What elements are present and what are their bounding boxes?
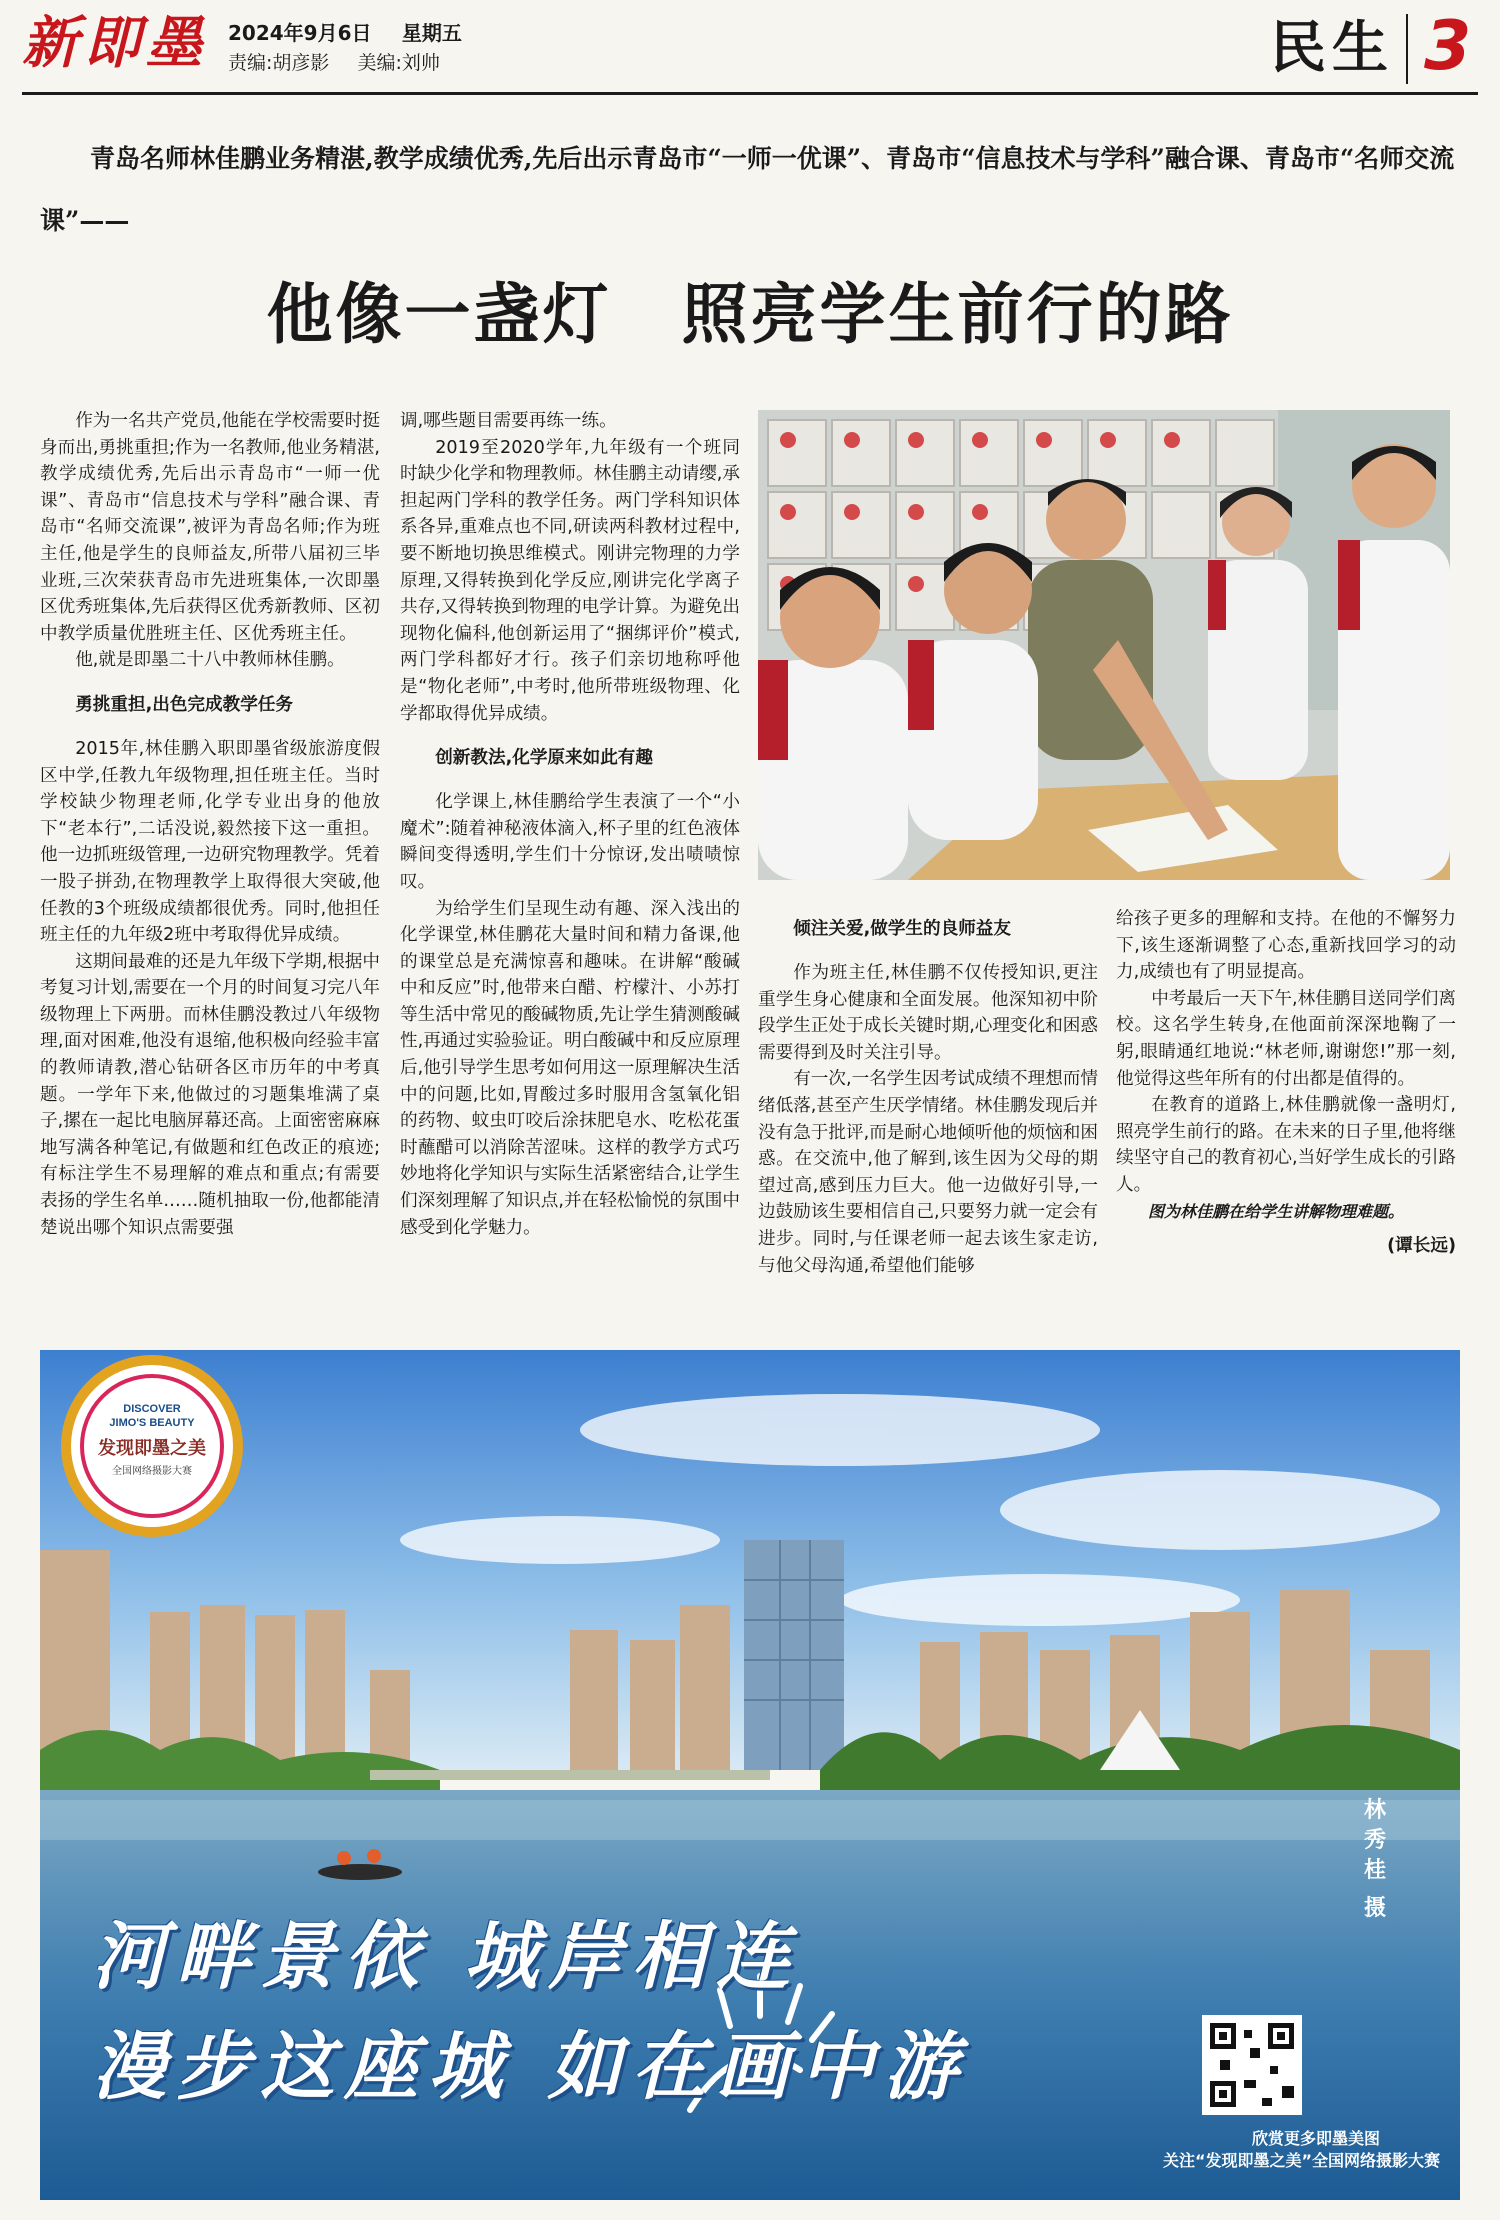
masthead-divider	[1406, 14, 1408, 84]
photographer-char: 秀	[1363, 1828, 1386, 1853]
photographer-credit	[1360, 1796, 1390, 1924]
section-name: 民生	[1270, 16, 1394, 81]
designer-credit: 美编:刘帅	[357, 52, 440, 74]
masthead	[0, 0, 1500, 96]
photo-contest-poster	[40, 1350, 1460, 2200]
shot-label: 摄	[1363, 1896, 1386, 1921]
paragraph: 给孩子更多的理解和支持。在他的不懈努力下,该生逐渐调整了心态,重新找回学习的动力,成绩也有了明显提高。	[1116, 909, 1456, 983]
paragraph: 化学课上,林佳鹏给学生表演了一个“小魔术”:随着神秘液体滴入,杯子里的红色液体瞬间变得透明,学生们十分惊讶,发出啧啧惊叹。	[400, 792, 740, 892]
badge-title: 发现即墨之美	[98, 1438, 206, 1459]
newspaper-logo: 新即墨	[22, 10, 208, 76]
subheading: 倾注关爱,做学生的良师益友	[793, 919, 1011, 939]
headline	[0, 272, 1500, 358]
article-column-1	[40, 408, 380, 1241]
headline-part1: 他像一盏灯	[266, 276, 612, 353]
paragraph: 有一次,一名学生因考试成绩不理想而情绪低落,甚至产生厌学情绪。林佳鹏发现后并没有急于批评,而是耐心地倾听他的烦恼和困惑。在交流中,他了解到,该生因为父母的期望过高,感到压力巨大。他一边做好引导,一边鼓励该生要相信自己,只要努力就一定会有进步。同时,与任课老师一起去该生家走访,与他父母沟通,希望他们能够	[758, 1069, 1098, 1276]
lead-paragraph: 青岛名师林佳鹏业务精湛,教学成绩优秀,先后出示青岛市“一师一优课”、青岛市“信息技术与学科”融合课、青岛市“名师交流课”——	[40, 144, 1455, 235]
poster-title-line2: 漫步这座城 如在画中游	[92, 2024, 968, 2110]
badge-subtitle: 全国网络摄影大赛	[112, 1466, 192, 1477]
issue-meta	[228, 18, 462, 78]
article-column-4	[1116, 906, 1456, 1260]
qr-caption-line1: 欣赏更多即墨美图	[1251, 2129, 1380, 2148]
photo-caption: 图为林佳鹏在给学生讲解物理难题。	[1148, 1201, 1405, 1221]
paragraph: 2015年,林佳鹏入职即墨省级旅游度假区中学,任教九年级物理,担任班主任。当时学校缺少物理老师,化学专业出身的他放下“老本行”,二话没说,毅然接下这一重担。他一边抓班级管理,一边研究物理教学。凭着一股子拼劲,在物理教学上取得很大突破,他任教的3个班级成绩都很优秀。同时,他担任班主任的九年级2班中考取得优异成绩。	[40, 738, 380, 946]
paragraph: 调,哪些题目需要再练一练。	[400, 411, 617, 431]
author-byline: (谭长远)	[1387, 1236, 1456, 1257]
masthead-rule	[22, 92, 1478, 95]
paragraph: 作为班主任,林佳鹏不仅传授知识,更注重学生身心健康和全面发展。他深知初中阶段学生正处于成长关键时期,心理变化和困惑需要得到及时关注引导。	[758, 963, 1098, 1063]
issue-weekday: 星期五	[401, 21, 462, 45]
qr-caption	[1163, 2128, 1440, 2172]
photographer-char: 桂	[1363, 1858, 1386, 1883]
paragraph: 他,就是即墨二十八中教师林佳鹏。	[75, 650, 345, 671]
paragraph: 作为一名共产党员,他能在学校需要时挺身而出,勇挑重担;作为一名教师,他业务精湛,教学成绩优秀,先后出示青岛市“一师一优课”、青岛市“信息技术与学科”融合课、青岛市“名师交流课”,被评为青岛名师;作为班主任,他是学生的良师益友,所带八届初三毕业班,三次荣获青岛市先进班集体,一次即墨区优秀班集体,先后获得区优秀新教师、区初中教学质量优胜班主任、区优秀班主任。	[40, 411, 380, 644]
headline-part2: 照亮学生前行的路	[681, 276, 1234, 353]
article-column-2	[400, 408, 740, 1241]
classroom-photo-illustration	[758, 410, 1450, 880]
editor-credit: 责编:胡彦影	[228, 52, 330, 74]
photographer-char: 林	[1363, 1798, 1386, 1823]
subheading: 创新教法,化学原来如此有趣	[435, 748, 653, 769]
badge-en-line1: DISCOVER	[123, 1403, 181, 1415]
badge-en-line2: JIMO'S BEAUTY	[109, 1417, 195, 1429]
editors-line	[228, 48, 462, 78]
subheading: 勇挑重担,出色完成教学任务	[75, 694, 293, 715]
classroom-photo	[758, 410, 1450, 880]
article-column-3	[758, 906, 1098, 1279]
poster-title-line1: 河畔景依 城岸相连	[92, 1914, 800, 2000]
paragraph: 2019至2020学年,九年级有一个班同时缺少化学和物理教师。林佳鹏主动请缨,承担起两门学科的教学任务。两门学科知识体系各异,重难点也不同,研读两科教材过程中,要不断地切换思维模式。刚讲完物理的力学原理,又得转换到化学反应,刚讲完化学离子共存,又得转换到物理的电学计算。为避免出现物化偏科,他创新运用了“捆绑评价”模式,两门学科都好才行。孩子们亲切地称呼他是“物化老师”,中考时,他所带班级物理、化学都取得优异成绩。	[400, 437, 740, 724]
paragraph: 为给学生们呈现生动有趣、深入浅出的化学课堂,林佳鹏花大量时间和精力备课,他的课堂总是充满惊喜和趣味。在讲解“酸碱中和反应”时,他带来白醋、柠檬汁、小苏打等生活中常见的酸碱物质,先让学生猜测酸碱性,再通过实验验证。明白酸碱中和反应原理后,他引导学生思考如何用这一原理解决生活中的问题,比如,胃酸过多时服用含氢氧化铝的药物、蚊虫叮咬后涂抹肥皂水、吃松花蛋时蘸醋可以消除苦涩味。这样的教学方式巧妙地将化学知识与实际生活紧密结合,让学生们深刻理解了知识点,并在轻松愉悦的氛围中感受到化学魅力。	[400, 898, 740, 1238]
issue-date: 2024年9月6日	[228, 21, 372, 45]
paragraph: 在教育的道路上,林佳鹏就像一盏明灯,照亮学生前行的路。在未来的日子里,他将继续坚守自己的教育初心,当好学生成长的引路人。	[1116, 1095, 1456, 1195]
qr-caption-line2: 关注“发现即墨之美”全国网络摄影大赛	[1162, 2151, 1440, 2170]
paragraph: 中考最后一天下午,林佳鹏目送同学们离校。这名学生转身,在他面前深深地鞠了一躬,眼睛通红地说:“林老师,谢谢您!”那一刻,他觉得这些年所有的付出都是值得的。	[1116, 988, 1456, 1089]
page-number: 3	[1424, 7, 1472, 86]
paragraph: 这期间最难的还是九年级下学期,根据中考复习计划,需要在一个月的时间复习完八年级物理上下两册。而林佳鹏没教过八年级物理,面对困难,他没有退缩,他积极向经验丰富的教师请教,潜心钻研各区市历年的中考真题。一学年下来,他做过的习题集堆满了桌子,摞在一起比电脑屏幕还高。上面密密麻麻地写满各种笔记,有做题和红色改正的痕迹;有标注学生不易理解的难点和重点;有需要表扬的学生名单……随机抽取一份,他都能清楚说出哪个知识点需要强	[40, 951, 380, 1238]
